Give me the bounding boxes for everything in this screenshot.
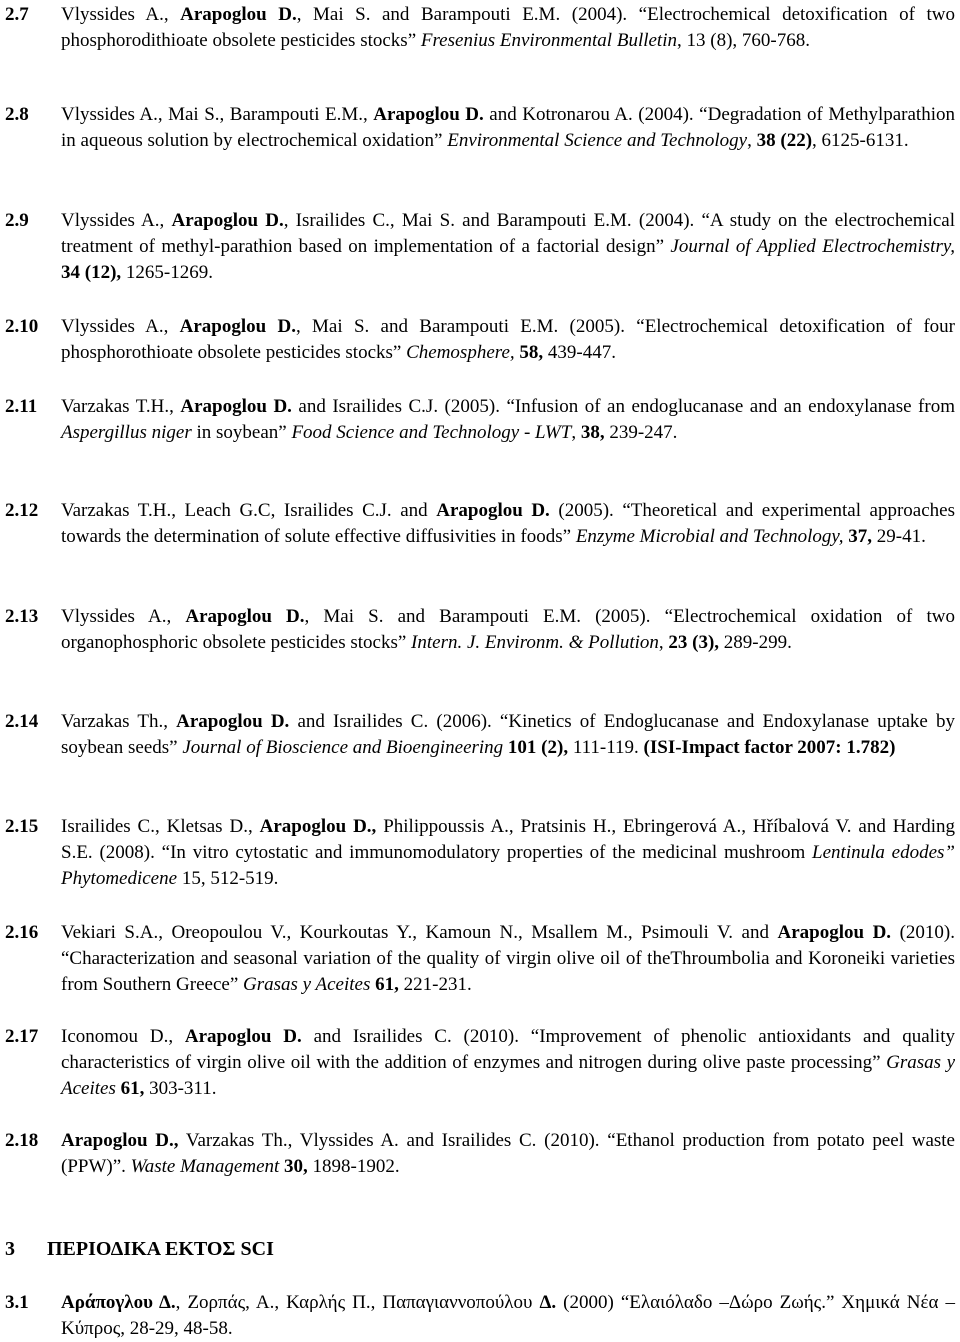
reference-text (61, 498, 955, 550)
bold-text: Arapoglou D. (436, 500, 550, 521)
plain-text: Israilides C., Kletsas D., (61, 816, 260, 837)
bold-text: (ISI-Impact factor 2007: 1.782) (643, 737, 896, 758)
reference-item (5, 394, 955, 446)
bold-text: Arapoglou D., (259, 816, 377, 837)
plain-text: , (658, 632, 669, 653)
reference-text (61, 814, 955, 892)
reference-item (5, 920, 955, 998)
reference-item (5, 1128, 955, 1180)
plain-text: (2010). “Characterization and seasonal variation of the quality of virgin olive oil of theThroumbolia and Koroneiki varieties from Southern Greece” (61, 922, 956, 995)
italic-text: Journal of Applied Electrochemistry, (670, 236, 955, 257)
plain-text: Vekiari S.A., Oreopoulou V., Kourkoutas Y., Kamoun N., Msallem M., Psimouli V. and (61, 922, 778, 943)
plain-text: , Ζορπάς, Α., Καρλής Π., Παπαγιαννοπούλου (175, 1292, 540, 1313)
plain-text: Iconomou D., (61, 1026, 185, 1047)
reference-number: 2.8 (5, 104, 29, 125)
plain-text: and Israilides C. (2010). “Improvement of phenolic antioxidants and quality characteristics of virgin olive oil with the addition of enzymes and nitrogen during olive paste processing” (61, 1026, 955, 1073)
italic-text: Aspergillus niger (61, 422, 192, 443)
plain-text: Varzakas T.H., (61, 396, 181, 417)
bold-text: Arapoglou D. (184, 1026, 302, 1047)
italic-text: Environmental Science and Technology (447, 130, 748, 151)
reference-item (5, 1290, 955, 1342)
reference-number: 2.13 (5, 606, 39, 627)
reference-item (5, 498, 955, 550)
italic-text: Grasas y Aceites (61, 1052, 956, 1099)
bold-text: Δ. (539, 1292, 557, 1313)
plain-text: 15, 512-519. (177, 868, 279, 889)
italic-text: Food Science and Technology - LWT (291, 422, 572, 443)
plain-text: Varzakas Th., Vlyssides A. and Israilides C. (2010). “Ethanol production from potato peel waste (PPW)”. (61, 1130, 955, 1177)
plain-text: and Kotronarou A. (2004). “Degradation of Methylparathion in aqueous solution by electrochemical oxidation” (61, 104, 955, 151)
reference-text (61, 1128, 955, 1180)
reference-text (61, 102, 955, 154)
bold-text: 37, (848, 526, 873, 547)
italic-text: Grasas y Aceites (243, 974, 371, 995)
reference-number: 2.11 (5, 396, 38, 417)
plain-text: , Mai S. and Barampouti E.M. (2005). “Electrochemical oxidation of two organophosphoric obsolete pesticides stocks” (61, 606, 955, 653)
reference-number: 2.18 (5, 1130, 39, 1151)
plain-text: , Mai S. and Barampouti E.M. (2004). “Electrochemical detoxification of two phosphorodithioate obsolete pesticides stocks” (61, 4, 955, 51)
section-heading (5, 1236, 955, 1262)
plain-text: 439-447. (543, 342, 616, 363)
reference-text (61, 1024, 955, 1102)
reference-text (61, 208, 955, 286)
plain-text: Varzakas Th., (61, 711, 177, 732)
bold-text: Arapoglou D. (180, 4, 297, 25)
bold-text: 34 (12), (61, 262, 122, 283)
bold-text: Arapoglou D. (185, 606, 305, 627)
reference-number: 2.9 (5, 210, 29, 231)
bold-text: Arapoglou D. (176, 711, 290, 732)
italic-text: Journal of Bioscience and Bioengineering (182, 737, 504, 758)
plain-text: , Mai S. and Barampouti E.M. (2005). “Electrochemical detoxification of four phosphorothioate obsolete pesticides stocks” (61, 316, 955, 363)
plain-text: 111-119. (568, 737, 644, 758)
italic-text: Chemosphere, (406, 342, 515, 363)
plain-text: Vlyssides A., (61, 4, 181, 25)
reference-number: 2.16 (5, 922, 39, 943)
plain-text: 239-247. (604, 422, 678, 443)
reference-number: 2.10 (5, 316, 39, 337)
reference-item (5, 814, 955, 892)
reference-item (5, 314, 955, 366)
bold-text: Arapoglou D. (179, 316, 296, 337)
section-title: ΠΕΡΙΟΔΙΚΑ ΕΚΤΟΣ SCI (47, 1238, 274, 1260)
reference-number: 2.14 (5, 711, 39, 732)
bold-text: 101 (2), (507, 737, 569, 758)
plain-text: (2000) “Ελαιόλαδο –Δώρο Ζωής.” Χημικά Νέα –Κύπρος, 28-29, 48-58. (61, 1292, 955, 1339)
bold-text: 23 (3), (668, 632, 720, 653)
bold-text: 38, (580, 422, 605, 443)
plain-text: , 13 (8), 760-768. (677, 30, 810, 51)
plain-text: , Israilides C., Mai S. and Barampouti E.M. (2004). “A study on the electrochemical treatment of methyl-parathion based on implementation of a factorial design” (61, 210, 955, 257)
bold-text: 58, (519, 342, 544, 363)
reference-item (5, 208, 955, 286)
plain-text: and Israilides C.J. (2005). “Infusion of an endoglucanase and an endoxylanase from (291, 396, 955, 417)
plain-text: and Israilides C. (2006). “Kinetics of Endoglucanase and Endoxylanase uptake by soybean seeds” (61, 711, 955, 758)
plain-text: 221-231. (398, 974, 472, 995)
bold-text: Arapoglou D. (777, 922, 892, 943)
reference-number: 2.15 (5, 816, 39, 837)
bold-text: 38 (22) (756, 130, 813, 151)
plain-text: Vlyssides A., (61, 316, 180, 337)
bold-text: 61, (120, 1078, 145, 1099)
plain-text: 1265-1269. (121, 262, 213, 283)
plain-text: 1898-1902. (307, 1156, 400, 1177)
plain-text: Philippoussis A., Pratsinis H., Ebringerová A., Hříbalová V. and Harding S.E. (2008). “In vitro cytostatic and immunomodulatory properties of the medicinal mushroom (61, 816, 955, 863)
section-number: 3 (5, 1238, 15, 1260)
reference-number: 3.1 (5, 1292, 29, 1313)
reference-number: 2.12 (5, 500, 39, 521)
reference-text (61, 604, 955, 656)
plain-text: , (747, 130, 757, 151)
reference-text (61, 394, 955, 446)
plain-text: 303-311. (144, 1078, 217, 1099)
bold-text: Arapoglou D. (373, 104, 484, 125)
reference-text (61, 314, 955, 366)
reference-text (61, 920, 955, 998)
italic-text: Fresenius Environmental Bulletin (420, 30, 677, 51)
reference-text (61, 2, 955, 54)
plain-text: Vlyssides A., Mai S., Barampouti E.M., (61, 104, 374, 125)
plain-text: 289-299. (719, 632, 792, 653)
reference-number: 2.7 (5, 4, 29, 25)
bold-text: 30, (284, 1156, 308, 1177)
reference-item (5, 709, 955, 761)
italic-text: Lentinula edodes” Phytomedicene (61, 842, 955, 889)
bold-text: Arapoglou D. (180, 396, 292, 417)
plain-text: in soybean” (191, 422, 292, 443)
reference-item (5, 102, 955, 154)
reference-item (5, 2, 955, 54)
reference-item (5, 604, 955, 656)
plain-text: Vlyssides A., (61, 606, 186, 627)
italic-text: Intern. J. Environm. & Pollution (411, 632, 659, 653)
plain-text: , 6125-6131. (812, 130, 909, 151)
bold-text: Arapoglou D., (61, 1130, 179, 1151)
bold-text: Arapoglou D. (171, 210, 284, 231)
italic-text: Enzyme Microbial and Technology, (575, 526, 844, 547)
reference-item (5, 1024, 955, 1102)
plain-text: 29-41. (872, 526, 926, 547)
plain-text: Varzakas T.H., Leach G.C, Israilides C.J. and (61, 500, 437, 521)
reference-number: 2.17 (5, 1026, 39, 1047)
reference-text (61, 709, 955, 761)
plain-text: , (571, 422, 581, 443)
bold-text: 61, (375, 974, 399, 995)
plain-text: Vlyssides A., (61, 210, 172, 231)
bold-text: Αράπογλου Δ. (61, 1292, 176, 1313)
reference-text (61, 1290, 955, 1342)
italic-text: Waste Management (130, 1156, 280, 1177)
plain-text: (2005). “Theoretical and experimental approaches towards the determination of solute effective diffusivities in foods” (61, 500, 955, 547)
